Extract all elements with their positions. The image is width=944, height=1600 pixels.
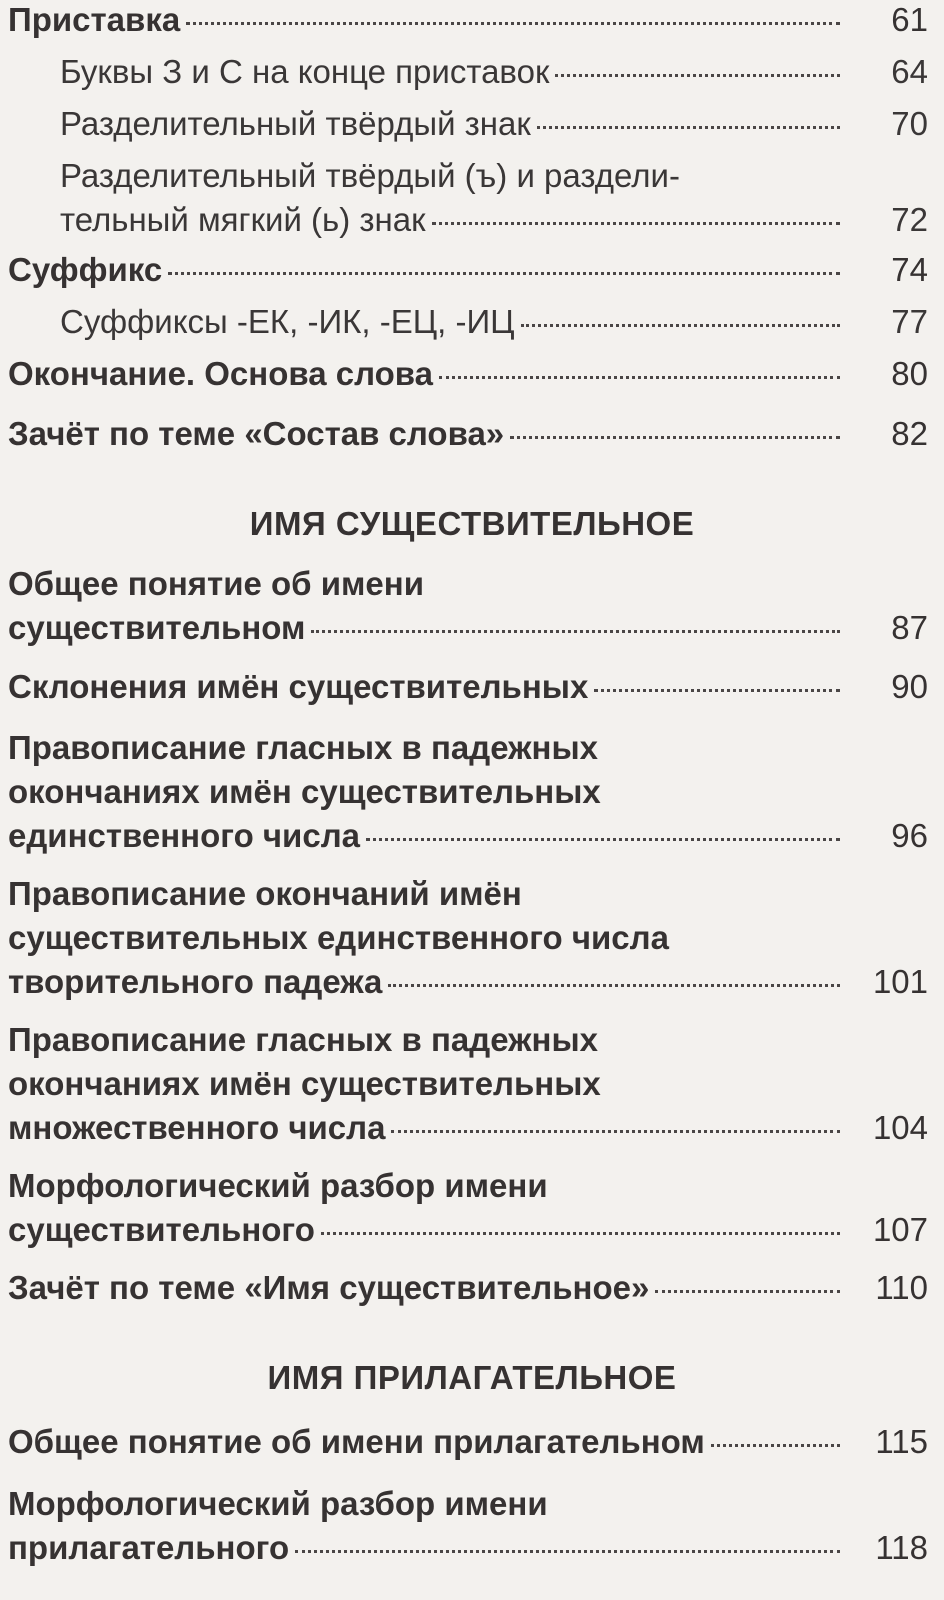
toc-entry-title: Окончание. Основа слова <box>8 355 433 392</box>
toc-entry-title: Склонения имён существительных <box>8 668 589 705</box>
toc-entry-page: 101 <box>872 963 928 1000</box>
toc-entry-title-line2: окончаниях имён существительных <box>8 1065 601 1102</box>
toc-entry-page: 82 <box>891 415 928 452</box>
dot-leader <box>555 74 840 77</box>
toc-entry-page: 74 <box>891 251 928 288</box>
dot-leader <box>521 324 840 327</box>
toc-entry-declensions[interactable] <box>8 665 928 709</box>
toc-entry-title: Зачёт по теме «Имя существительное» <box>8 1269 650 1306</box>
toc-entry-page: 96 <box>891 817 928 854</box>
toc-entry-page: 87 <box>891 609 928 646</box>
toc-entry-test-word[interactable] <box>8 412 928 456</box>
toc-entry-title-line2: тельный мягкий (ь) знак <box>60 201 426 238</box>
toc-entry-title-line1: Разделительный твёрдый (ъ) и раздели- <box>60 157 680 194</box>
toc-entry-ending[interactable] <box>8 352 928 396</box>
toc-entry-title-line2: существительного <box>8 1211 315 1248</box>
toc-entry-page: 61 <box>891 1 928 38</box>
dot-leader <box>388 984 840 987</box>
dot-leader <box>168 272 840 275</box>
toc-entry-page: 110 <box>875 1269 928 1306</box>
dot-leader <box>711 1444 840 1447</box>
dot-leader <box>391 1130 840 1133</box>
dot-leader <box>537 126 840 129</box>
toc-entry-suffixes[interactable] <box>60 300 928 344</box>
toc-entry-vowels-singular[interactable] <box>8 726 928 858</box>
toc-entry-title-line1: Правописание гласных в падежных <box>8 1021 599 1058</box>
toc-entry-adjective-concept[interactable] <box>8 1420 928 1464</box>
toc-entry-title: Разделительный твёрдый знак <box>60 105 531 142</box>
toc-entry-prefix[interactable] <box>8 0 928 42</box>
toc-entry-title-line1: Общее понятие об имени <box>8 565 424 602</box>
toc-entry-vowels-plural[interactable] <box>8 1018 928 1150</box>
section-heading-adjective: ИМЯ ПРИЛАГАТЕЛЬНОЕ <box>267 1359 677 1396</box>
toc-entry-title-line1: Морфологический разбор имени <box>8 1485 548 1522</box>
dot-leader <box>295 1550 840 1553</box>
toc-entry-title-line3: множественного числа <box>8 1109 386 1146</box>
toc-entry-title: Общее понятие об имени прилагательном <box>8 1423 705 1460</box>
toc-entry-title: Приставка <box>8 1 181 38</box>
toc-entry-page: 72 <box>891 201 928 238</box>
toc-entry-instrumental[interactable] <box>8 872 928 1004</box>
toc-entry-title-line3: творительного падежа <box>8 963 383 1000</box>
dot-leader <box>655 1290 840 1293</box>
toc-entry-suffix[interactable] <box>8 248 928 292</box>
toc-entry-adjective-morphology[interactable] <box>8 1482 928 1570</box>
toc-entry-title-line2: существительном <box>8 609 306 646</box>
toc-entry-page: 104 <box>872 1109 928 1146</box>
toc-entry-test-noun[interactable] <box>8 1266 928 1310</box>
toc-entry-page: 107 <box>872 1211 928 1248</box>
toc-entry-page: 64 <box>891 53 928 90</box>
toc-entry-title: Суффикс <box>8 251 163 288</box>
toc-entry-page: 115 <box>875 1423 928 1460</box>
toc-entry-page: 118 <box>875 1529 928 1566</box>
toc-entry-title-line2: прилагательного <box>8 1529 290 1566</box>
toc-entry-page: 90 <box>891 668 928 705</box>
dot-leader <box>439 376 840 379</box>
toc-entry-title-line2: существительных единственного числа <box>8 919 669 956</box>
toc-entry-title-line1: Морфологический разбор имени <box>8 1167 548 1204</box>
toc-entry-page: 80 <box>891 355 928 392</box>
dot-leader <box>321 1232 840 1235</box>
toc-entry-hard-sign[interactable] <box>60 102 928 146</box>
toc-entry-title: Буквы З и С на конце приставок <box>60 53 550 90</box>
toc-entry-title-line1: Правописание гласных в падежных <box>8 729 599 766</box>
dot-leader <box>594 689 840 692</box>
toc-entry-page: 70 <box>891 105 928 142</box>
dot-leader <box>366 838 840 841</box>
toc-entry-page: 77 <box>891 303 928 340</box>
dot-leader <box>311 630 840 633</box>
toc-entry-prefix-letters[interactable] <box>60 50 928 94</box>
dot-leader <box>186 22 840 25</box>
toc-entry-title: Суффиксы -ЕК, -ИК, -ЕЦ, -ИЦ <box>60 303 515 340</box>
toc-entry-noun-morphology[interactable] <box>8 1164 928 1252</box>
toc-entry-noun-concept[interactable] <box>8 562 928 650</box>
toc-entry-title: Зачёт по теме «Состав слова» <box>8 415 505 452</box>
toc-entry-title-line1: Правописание окончаний имён <box>8 875 522 912</box>
dot-leader <box>432 222 840 225</box>
toc-entry-title-line3: единственного числа <box>8 817 361 854</box>
section-heading-noun: ИМЯ СУЩЕСТВИТЕЛЬНОЕ <box>249 505 695 542</box>
dot-leader <box>510 436 840 439</box>
toc-entry-hard-soft-sign[interactable] <box>60 154 928 242</box>
toc-entry-title-line2: окончаниях имён существительных <box>8 773 601 810</box>
